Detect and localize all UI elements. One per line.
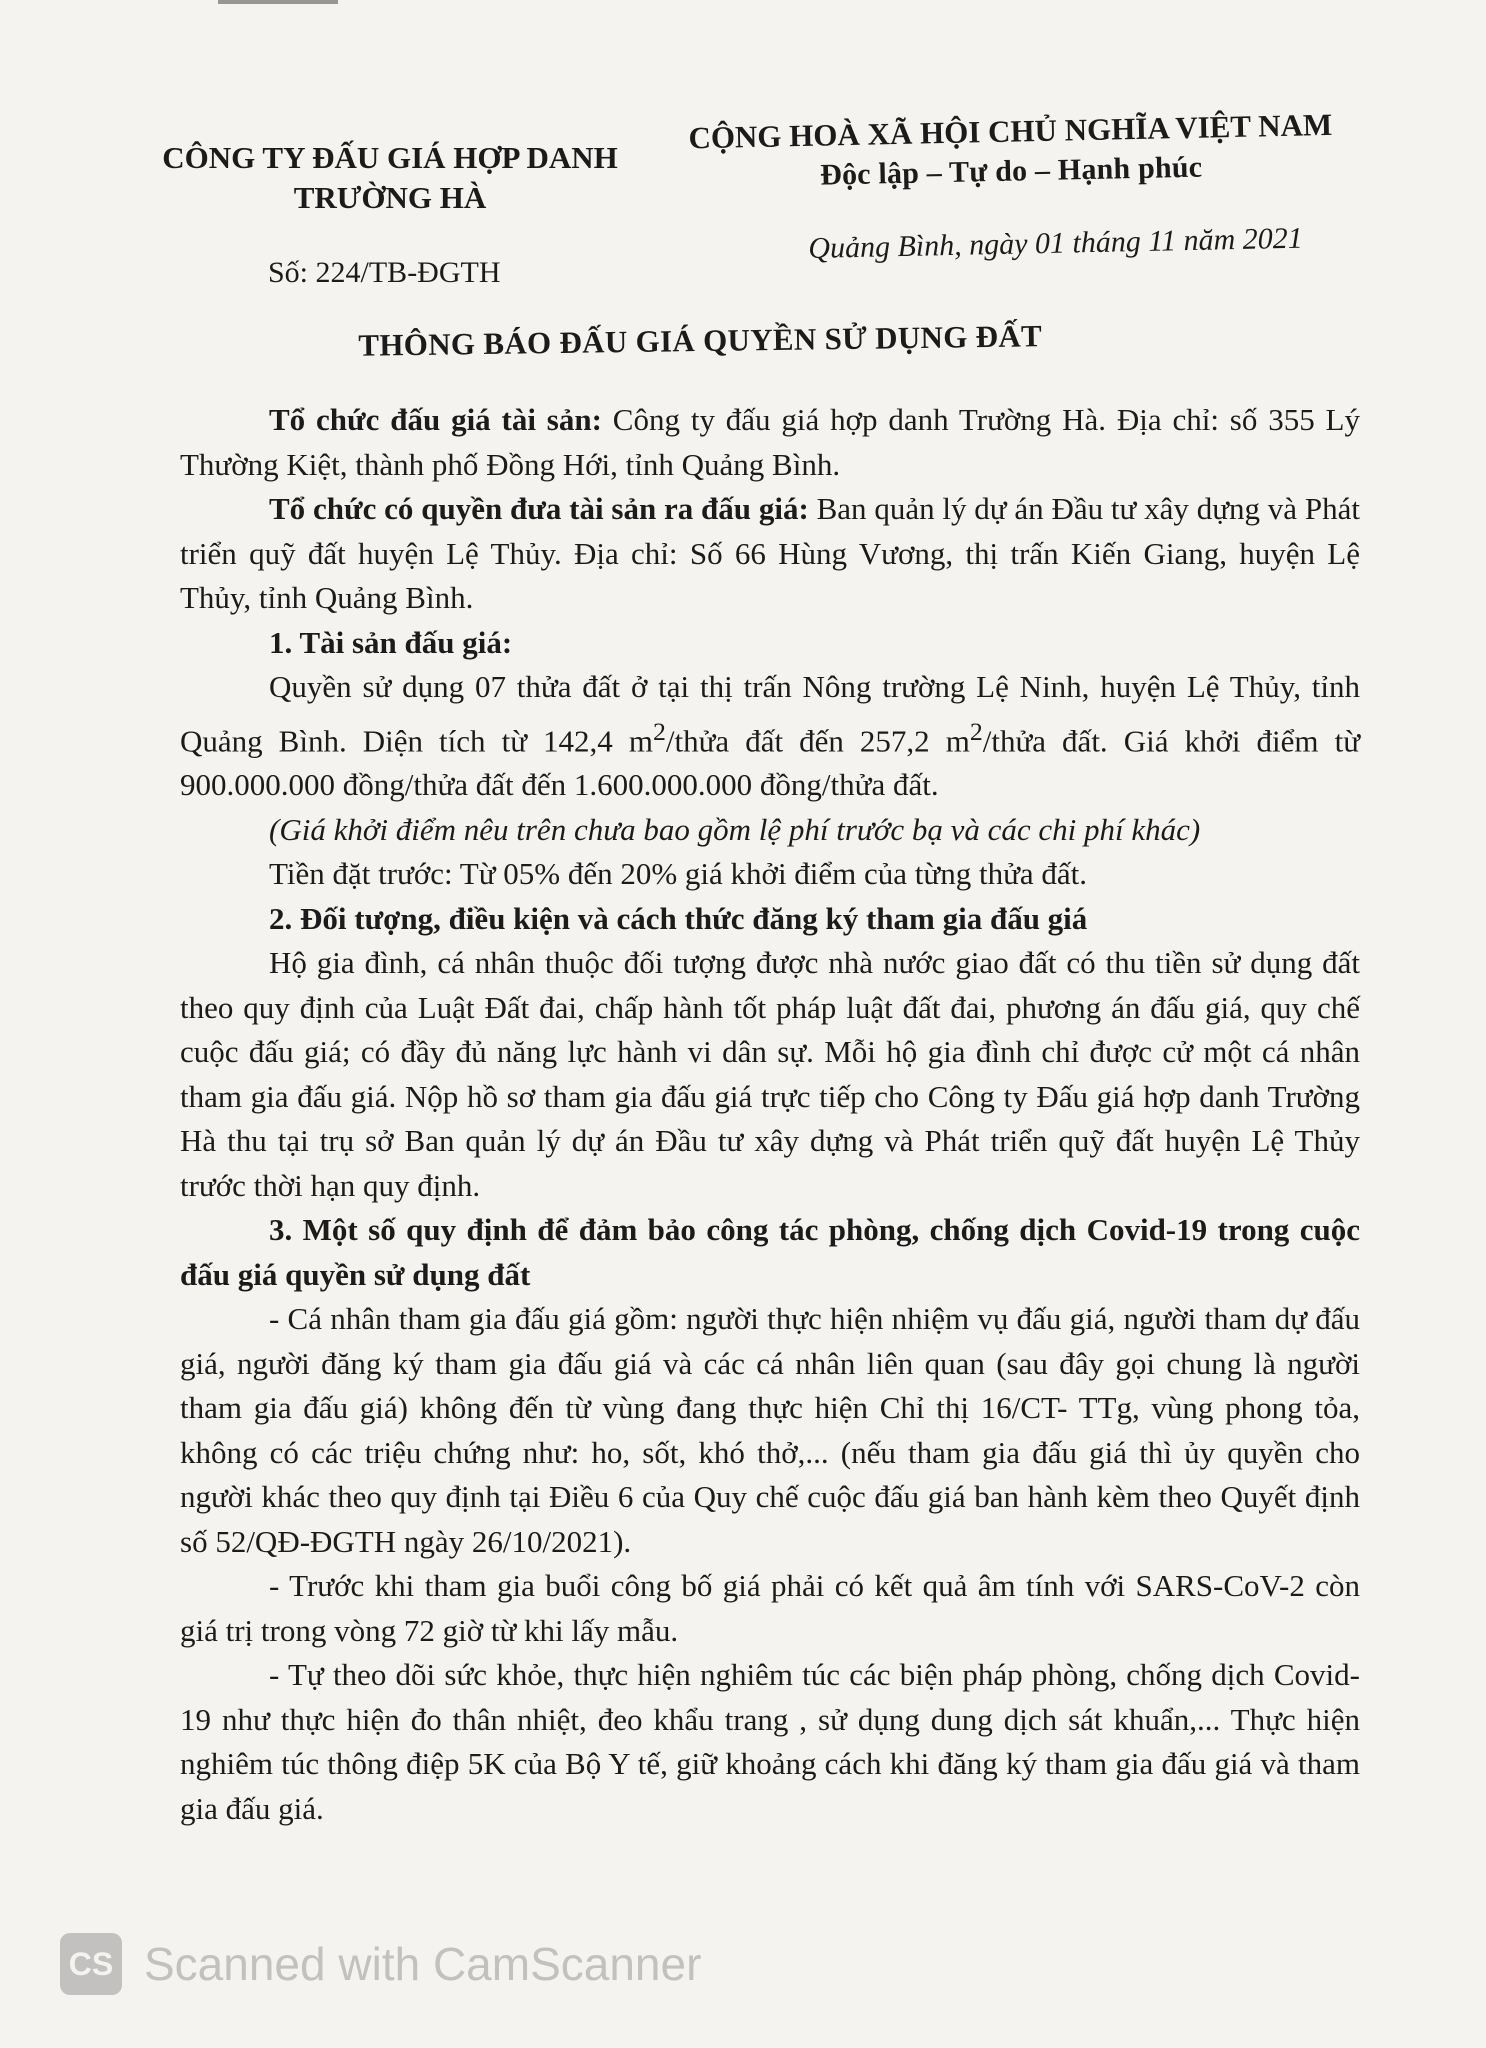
section1-heading: 1. Tài sản đấu giá:: [269, 624, 513, 660]
nation-motto: Độc lập – Tự do – Hạnh phúc: [819, 150, 1203, 192]
organizer-paragraph: [180, 398, 1360, 487]
document-body: [180, 398, 1360, 1831]
section1-text-c: /thửa đất. Giá khởi điểm từ 900.000.000 đồng/thửa đất đến 1.600.000.000 đồng/thửa đất.: [180, 722, 1361, 803]
section3-item3: - Tự theo dõi sức khỏe, thực hiện nghiêm túc các biện pháp phòng, chống dịch Covid-19 như thực hiện đo thân nhiệt, đeo khẩu trang , sử dụng dung dịch sát khuẩn,... Thực hiện nghiêm túc thông điệp 5K của Bộ Y tế, giữ khoảng cách khi đăng ký tham gia đấu giá và tham gia đấu giá.: [180, 1657, 1360, 1826]
area-unit-superscript: 2: [652, 716, 666, 746]
section3-heading: 3. Một số quy định để đảm bảo công tác phòng, chống dịch Covid-19 trong cuộc đấu giá quyền sử dụng đất: [180, 1212, 1360, 1292]
section1-paragraph: [180, 665, 1360, 808]
owner-paragraph: [180, 487, 1360, 621]
area-unit-superscript: 2: [969, 716, 983, 746]
company-name-line1: CÔNG TY ĐẤU GIÁ HỢP DANH: [162, 140, 618, 175]
document-number: Số: 224/TB-ĐGTH: [268, 256, 501, 289]
section3-item2: - Trước khi tham gia buổi công bố giá phải có kết quả âm tính với SARS-CoV-2 còn giá trị trong vòng 72 giờ từ khi lấy mẫu.: [180, 1568, 1360, 1648]
camscanner-text: Scanned with CamScanner: [144, 1938, 702, 1990]
owner-text: Ban quản lý dự án Đầu tư xây dựng và Phát triển quỹ đất huyện Lệ Thủy. Địa chỉ: Số 66 Hùng Vương, thị trấn Kiến Giang, huyện Lệ Thủy, tỉnh Quảng Bình.: [180, 491, 1360, 615]
camscanner-logo-icon: CS: [60, 1933, 122, 1995]
company-name-line2: TRƯỜNG HÀ: [293, 180, 487, 215]
scan-artifact: [218, 0, 338, 4]
section1-text-a: Quyền sử dụng 07 thửa đất ở tại thị trấn Nông trường Lệ Ninh, huyện Lệ Thủy, tỉnh Quảng Bình. Diện tích từ 142,4 m: [180, 669, 1360, 758]
section3-item1: - Cá nhân tham gia đấu giá gồm: người thực hiện nhiệm vụ đấu giá, người tham dự đấu giá, người đăng ký tham gia đấu giá và các cá nhân liên quan (sau đây gọi chung là người tham gia đấu giá) không đến từ vùng đang thực hiện Chỉ thị 16/CT- TTg, vùng phong tỏa, không có các triệu chứng như: ho, sốt, khó thở,... (nếu tham gia đấu giá thì ủy quyền cho người khác theo quy định tại Điều 6 của Quy chế cuộc đấu giá ban hành kèm theo Quyết định số 52/QĐ-ĐGTH ngày 26/10/2021).: [180, 1301, 1360, 1559]
document-date: Quảng Bình, ngày 01 tháng 11 năm 2021: [808, 221, 1304, 265]
organizer-text: Công ty đấu giá hợp danh Trường Hà. Địa chỉ: số 355 Lý Thường Kiệt, thành phố Đồng Hới, tỉnh Quảng Bình.: [180, 402, 1360, 482]
national-header: [660, 103, 1362, 198]
owner-label: Tổ chức có quyền đưa tài sản ra đấu giá:: [269, 491, 809, 526]
price-note: (Giá khởi điểm nêu trên chưa bao gồm lệ phí trước bạ và các chi phí khác): [269, 811, 1201, 847]
section2-heading: 2. Đối tượng, điều kiện và cách thức đăng ký tham gia đấu giá: [269, 900, 1088, 936]
company-header: [140, 138, 640, 218]
document-title: THÔNG BÁO ĐẤU GIÁ QUYỀN SỬ DỤNG ĐẤT: [358, 318, 1043, 363]
section1-text-b: /thửa đất đến 257,2 m: [665, 722, 970, 758]
nation-name: CỘNG HOÀ XÃ HỘI CHỦ NGHĨA VIỆT NAM: [688, 106, 1333, 156]
section2-paragraph: Hộ gia đình, cá nhân thuộc đối tượng được nhà nước giao đất có thu tiền sử dụng đất theo quy định của Luật Đất đai, chấp hành tốt pháp luật đất đai, phương án đấu giá, quy chế cuộc đấu giá; có đầy đủ năng lực hành vi dân sự. Mỗi hộ gia đình chỉ được cử một cá nhân tham gia đấu giá. Nộp hồ sơ tham gia đấu giá trực tiếp cho Công ty Đấu giá hợp danh Trường Hà thu tại trụ sở Ban quản lý dự án Đầu tư xây dựng và Phát triển quỹ đất huyện Lệ Thủy trước thời hạn quy định.: [180, 945, 1360, 1203]
deposit-paragraph: Tiền đặt trước: Từ 05% đến 20% giá khởi điểm của từng thửa đất.: [269, 856, 1088, 892]
camscanner-watermark: [60, 1933, 701, 1995]
organizer-label: Tổ chức đấu giá tài sản:: [269, 402, 602, 437]
